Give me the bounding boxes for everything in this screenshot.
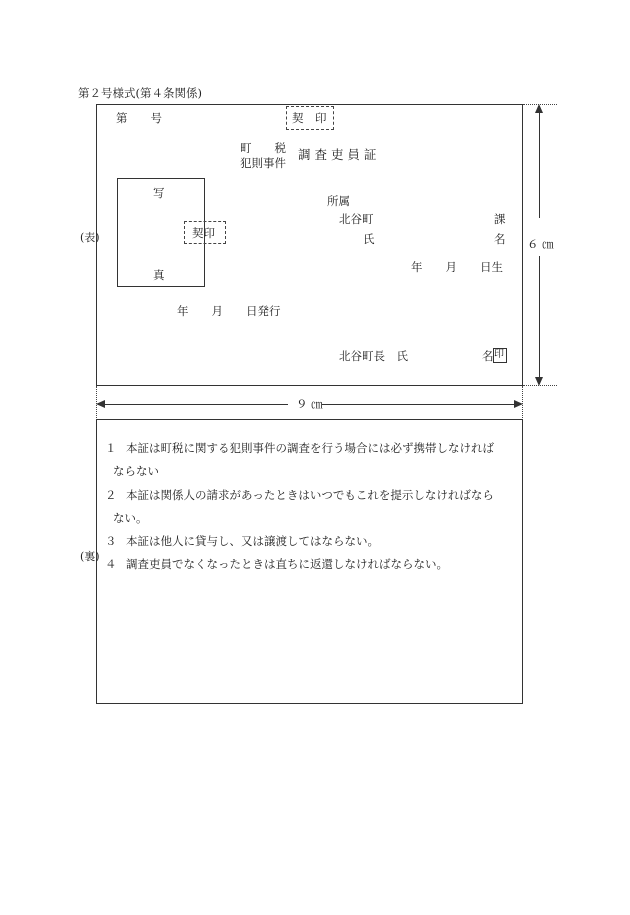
front-side-label: (表) xyxy=(80,231,100,244)
mayor-name-label: 名 xyxy=(482,349,494,363)
heading-town-tax: 町 税 xyxy=(240,141,286,155)
affiliation-label: 所属 xyxy=(327,194,350,208)
note-1-number: １ xyxy=(105,441,117,455)
affiliation-section: 課 xyxy=(494,212,506,226)
note-2-continuation: ない。 xyxy=(113,511,148,525)
affiliation-town: 北谷町 xyxy=(339,212,374,226)
note-1-text: 本証は町税に関する犯則事件の調査を行う場合には必ず携帯しなければ xyxy=(126,441,494,455)
heading-offense-case: 犯則事件 xyxy=(240,156,286,170)
note-2-text: 本証は関係人の請求があったときはいつでもこれを提示しなければなら xyxy=(126,488,494,502)
certificate-number-label: 第 号 xyxy=(116,111,162,125)
note-3-text: 本証は他人に貸与し、又は譲渡してはならない。 xyxy=(126,534,379,548)
photo-label-top: 写 xyxy=(153,186,165,200)
form-title: 第２号様式(第４条関係) xyxy=(78,86,202,100)
seal-label-top: 契 印 xyxy=(292,111,327,125)
note-2-number: ２ xyxy=(105,488,117,502)
height-dimension-label: ６ ㎝ xyxy=(527,237,554,251)
note-4-number: ４ xyxy=(105,557,117,571)
issue-date: 年 月 日発行 xyxy=(177,304,281,318)
seal-label-photo: 契印 xyxy=(192,226,215,240)
mayor-label: 北谷町長 氏 xyxy=(339,349,408,363)
photo-label-bottom: 真 xyxy=(153,268,165,282)
birth-date: 年 月 日生 xyxy=(411,260,503,274)
name-label-given: 名 xyxy=(494,232,506,246)
note-1-continuation: ならない xyxy=(113,464,159,478)
width-dimension-label: ９ ㎝ xyxy=(296,397,323,411)
back-side-label: (裏) xyxy=(80,550,100,563)
note-4-text: 調査吏員でなくなったときは直ちに返還しなければならない。 xyxy=(126,557,448,571)
name-label-family: 氏 xyxy=(363,232,375,246)
note-3-number: ３ xyxy=(105,534,117,548)
certificate-heading: 調 査 吏 員 証 xyxy=(298,147,377,162)
official-seal-char: 印 xyxy=(494,349,504,360)
